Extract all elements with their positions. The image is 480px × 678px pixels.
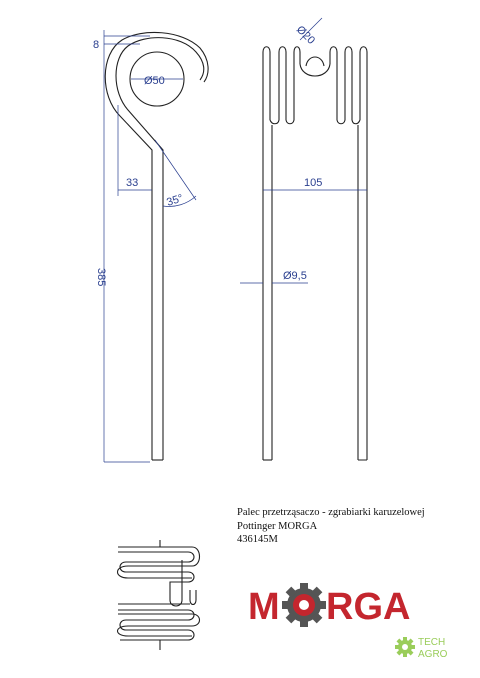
front-center-loop [300, 57, 330, 76]
side-view [105, 32, 208, 460]
tech-agro-watermark [394, 634, 464, 660]
watermark-agro: AGRO [418, 649, 448, 660]
dim-wire-top: 8 [93, 39, 100, 51]
front-leg-right [360, 47, 367, 460]
caption-subtitle: Pottinger MORGA [237, 520, 318, 532]
caption-part-number: 436145M [237, 534, 278, 545]
gear-icon [282, 583, 326, 627]
watermark-tech: TECH [418, 637, 446, 648]
dim-offset: 33 [126, 177, 139, 189]
dim-coil-diameter-front: Ø20 [293, 23, 318, 47]
front-leg-left [263, 47, 270, 460]
front-coils-right [330, 47, 360, 124]
front-coils-left [270, 47, 300, 124]
dim-angle: 35° [165, 192, 185, 209]
side-coil-outer [116, 38, 204, 460]
front-view [263, 47, 367, 460]
cog-icon [395, 637, 415, 657]
side-coil-inner [105, 32, 208, 460]
caption [237, 506, 425, 547]
morga-logo [246, 582, 424, 628]
side-dimensions [104, 30, 196, 462]
front-dimensions [240, 18, 367, 283]
coil-detail [118, 540, 200, 650]
dim-wire-diameter: Ø9,5 [283, 270, 307, 282]
dim-total-length: 385 [95, 268, 107, 287]
logo-letter-m: M [248, 586, 280, 628]
dim-width: 105 [304, 177, 323, 189]
dim-coil-inner-diameter: Ø50 [144, 75, 165, 87]
caption-title: Palec przetrząsaczo - zgrabiarki karuzelowej [237, 507, 425, 518]
logo-letters-rga: RGA [326, 586, 411, 628]
